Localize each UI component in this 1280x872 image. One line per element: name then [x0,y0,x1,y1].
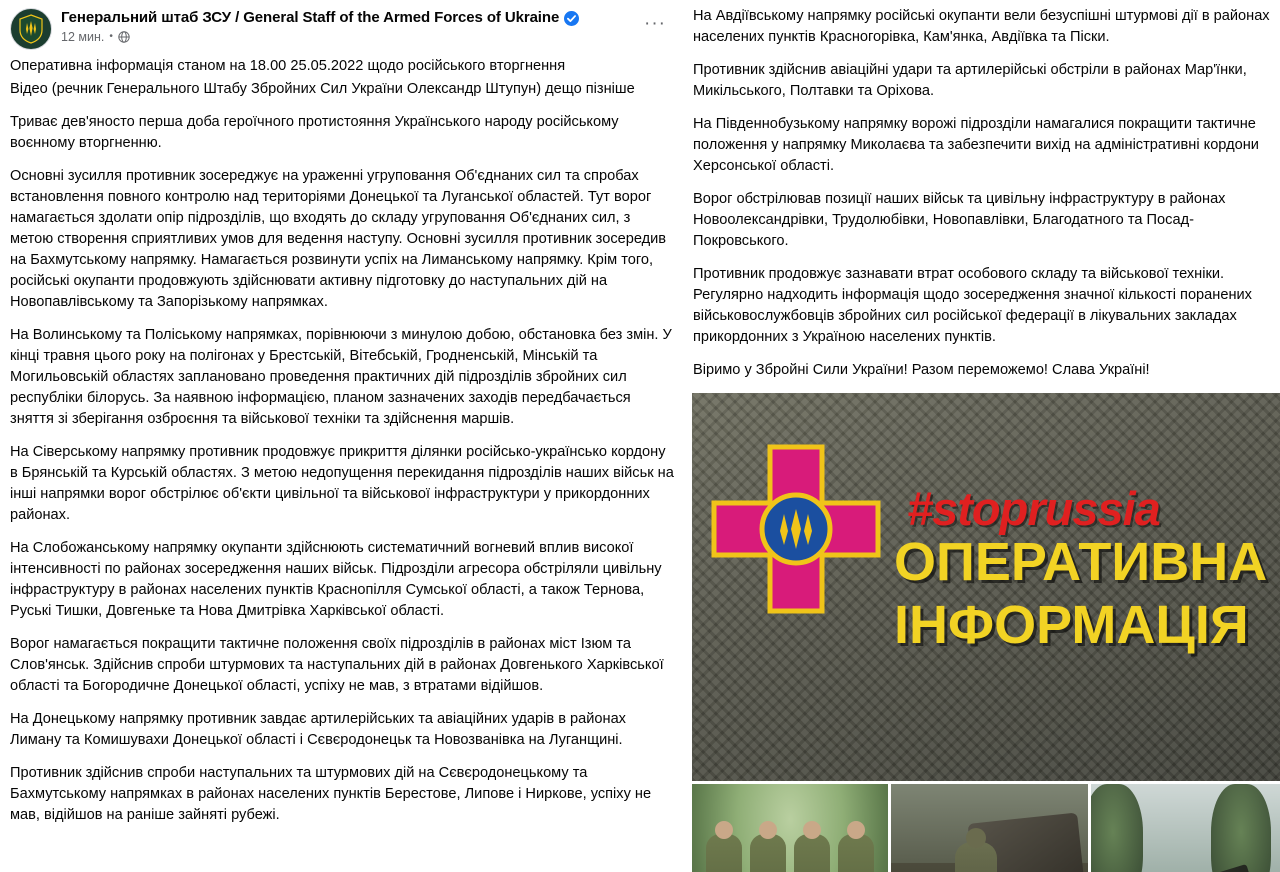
post-right-column [685,0,1280,872]
post-media [693,393,1272,872]
post-timestamp[interactable]: 12 мин. [61,30,105,44]
soldiers-with-weapons-photo[interactable] [692,784,888,872]
general-staff-emblem-icon [18,14,44,44]
post-paragraph: На Сіверському напрямку противник продовжує прикриття ділянки російсько-українсько кордону в Брянській та Курській областях. З метою недопущення перекидання підрозділів наших військ на інші напрямки ворог обстрілює об'єкти цивільної та військової інфраструктури у прикордонних районах. [10,444,674,523]
operational-information-banner[interactable] [692,393,1280,781]
artillery-howitzer-photo[interactable] [1091,784,1280,872]
post-submeta [61,30,675,44]
post-paragraph: На Донецькому напрямку противник завдає артилерійських та авіаційних ударів в районах Лиману та Комишувахи Донецької області і Сєвєродонецьк та Новозванівка на Луганщині. [10,711,626,748]
post-paragraph: Триває дев'яносто перша доба героїчного протистояння Українського народу російському воєнному вторгненню. [10,114,619,151]
verified-badge-icon [564,11,579,26]
post-paragraph: Противник продовжує зазнавати втрат особового складу та військової техніки. Регулярно надходить інформація щодо зосередження значної кількості поранених військовослужбовців збройних сил російської федерації в лікувальних закладах прикордонних з Україною населених пунктів. [693,266,1252,345]
photo-thumbnails [692,784,1280,872]
post-header [10,6,675,56]
post-text-right [693,6,1272,381]
globe-icon[interactable] [118,31,130,43]
post-paragraph: Ворог намагається покращити тактичне положення своїх підрозділів в районах міст Ізюм та Слов'янськ. Здійснив спроби штурмових та наступальних дій в районах Довгенького Харківської області та Богородичне Донецької області, успіху не мав, з втратами відійшов. [10,636,664,694]
page-name[interactable]: Генеральний штаб ЗСУ / General Staff of the Armed Forces of Ukraine [61,9,560,26]
post-paragraph: Основні зусилля противник зосереджує на ураженні угруповання Об'єднаних сил та спробах встановлення повного контролю над територіями Донецької та Луганської областей. Тут ворог намагається здолати опір підрозділів, що входять до складу угруповання Об'єднаних сил, з метою створення сприятливих умов для ведення наступу. Основні зусилля противник зосередив на Бахмутському напрямку. Намагається розвинути успіх на Лиманському напрямку. Крім того, російські окупанти продовжують здійснювати активну підготовку до наступальних дій на Новопавлівському та Запорізькому напрямках. [10,168,667,310]
banner-line-2: ІНФОРМАЦІЯ [894,595,1249,655]
soldier-near-destroyed-vehicle-photo[interactable] [891,784,1087,872]
post-paragraph: На Авдіївському напрямку російські окупанти вели безуспішні штурмові дії в районах населених пунктів Красногорівка, Кам'янка, Авдіївка та Піски. [693,8,1270,45]
meta-separator: • [109,31,113,42]
post-paragraph: Відео (речник Генерального Штабу Збройних Сил України Олександр Штупун) дещо пізніше [10,81,635,97]
avatar[interactable] [10,8,52,50]
hashtag-stoprussia: #stoprussia [907,482,1160,535]
post-paragraph: На Південнобузькому напрямку ворожі підрозділи намагалися покращити тактичне положення у напрямку Миколаєва та забезпечити вихід на адміністративні кордони Херсонської області. [693,116,1259,174]
post-author-meta [61,8,675,44]
post-paragraph: На Слобожанському напрямку окупанти здійснюють систематичний вогневий вплив високої інтенсивності по районах зосередження наших військ. Підрозділи агресора обстріляли цивільну інфраструктуру в районах населених пунктів Краснопілля Сумської області, а також Тернова, Руські Тишки, Довгеньке та Нова Дмитрівка Харківської області. [10,540,662,619]
post-paragraph: Противник здійснив авіаційні удари та артилерійські обстріли в районах Мар'їнки, Микільського, Полтавки та Оріхова. [693,62,1247,99]
post-paragraph: На Волинському та Поліському напрямках, порівнюючи з минулою добою, обстановка без змін. У кінці травня цього року на полігонах у Брестській, Вітебській, Гродненській, Мінській та Могильовській областях заплановано проведення практичних дій підрозділів збройних сил республіки білорусь. За наявною інформацією, планом зазначених заходів передбачається зняття зі зберігання озброєння та військової техніки та здійснення маршів. [10,327,672,427]
post-text-left [10,56,675,826]
post-paragraph: Віримо у Збройні Сили України! Разом переможемо! Слава Україні! [693,362,1150,378]
post-paragraph: Ворог обстрілював позиції наших військ та цивільну інфраструктуру в районах Новоолександрівки, Трудолюбівки, Новопавлівки, Благодатного та Посад-Покровського. [693,191,1226,249]
post-paragraph: Оперативна інформація станом на 18.00 25.05.2022 щодо російського вторгнення [10,58,566,74]
banner-line-1: ОПЕРАТИВНА [894,532,1268,592]
post-paragraph: Противник здійснив спроби наступальних та штурмових дій на Сєвєродонецькому та Бахмутському напрямках в районах населених пунктів Берестове, Липове і Ниркове, успіху не мав, відійшов на раніше зайняті рубежі. [10,765,652,823]
ukrainian-cross-emblem-icon [708,441,884,617]
post-more-options-button[interactable]: ··· [644,13,666,34]
